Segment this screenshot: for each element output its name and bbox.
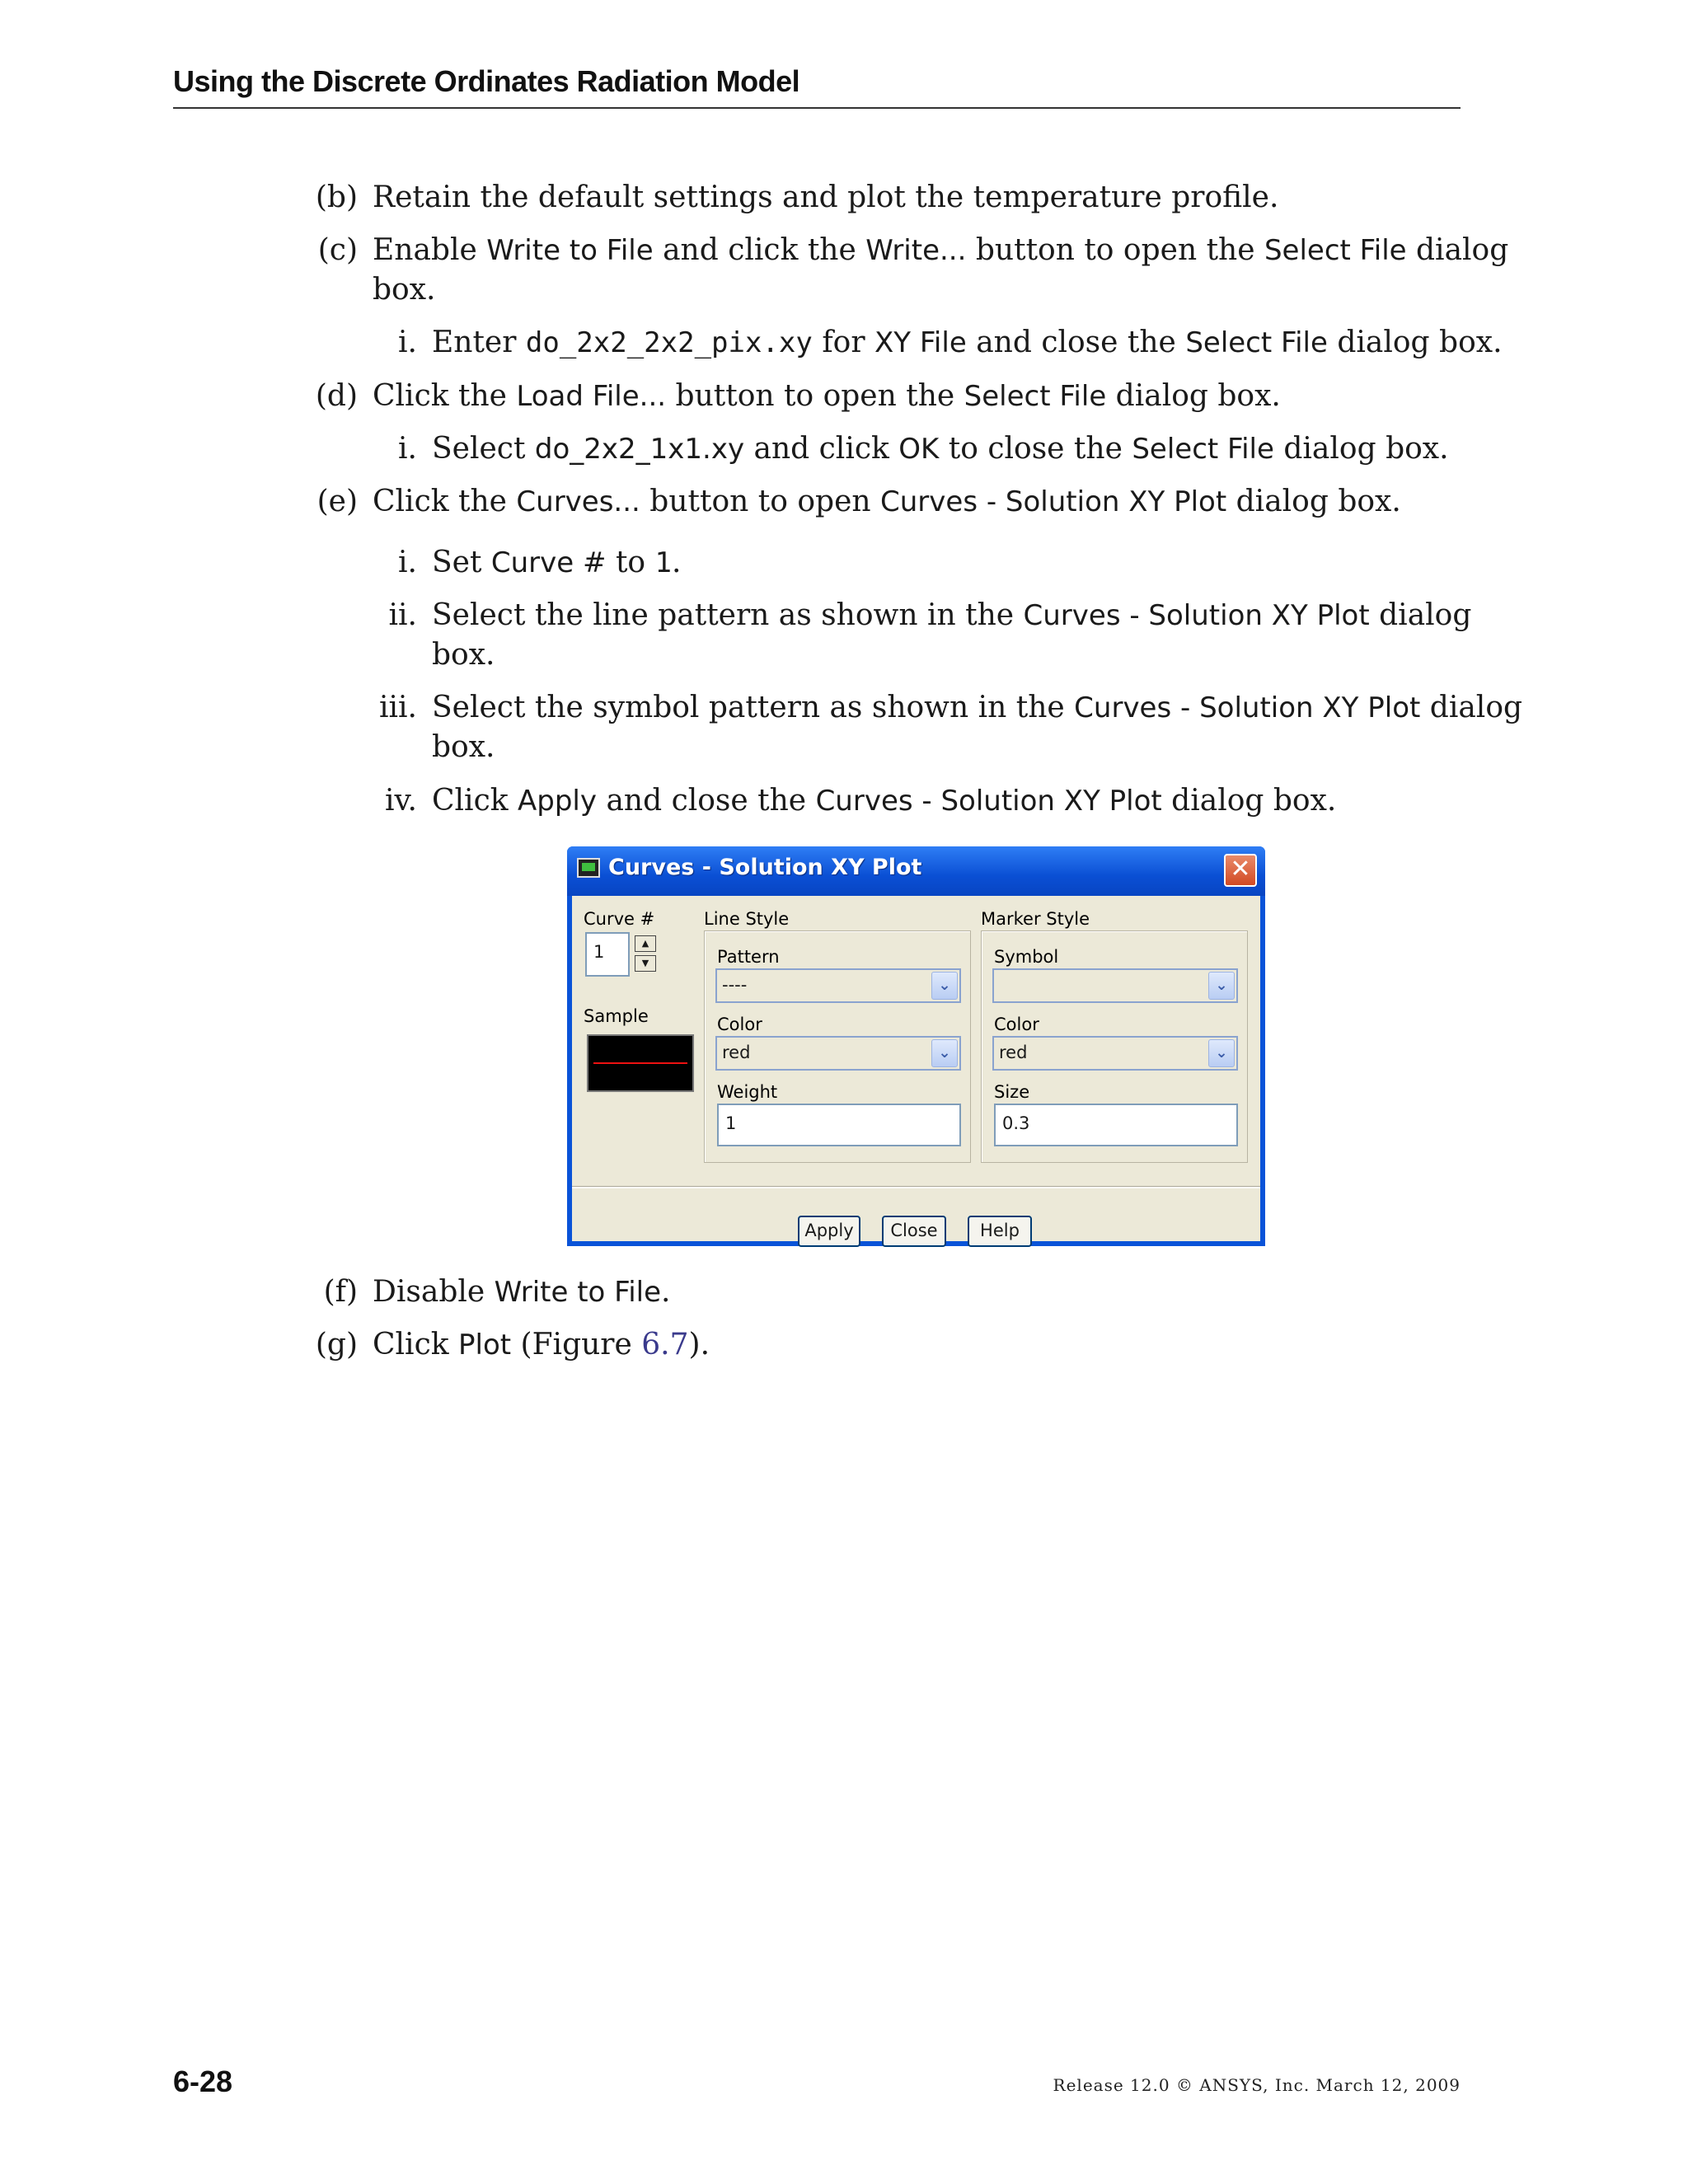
text: Select the symbol pattern as shown in the [432, 691, 1075, 724]
text: dialog box. [1226, 485, 1401, 518]
page-number: 6-28 [173, 2064, 233, 2098]
text: ). [688, 1328, 710, 1361]
step-label: (g) [315, 1328, 358, 1361]
chevron-down-icon[interactable]: ⌄ [1208, 972, 1235, 1000]
ui-ref: Curves - Solution XY Plot [1074, 691, 1421, 724]
step-text-cont: box. [432, 638, 495, 672]
spin-down-icon[interactable]: ▼ [635, 955, 656, 972]
help-button[interactable]: Help [968, 1216, 1032, 1247]
text: Click the [373, 485, 517, 518]
marker-color-value: red [999, 1043, 1028, 1062]
ui-ref: Curves - Solution XY Plot [815, 785, 1162, 818]
dialog-title: Curves - Solution XY Plot [608, 855, 922, 880]
curves-dialog [567, 846, 1265, 1246]
curve-number-field[interactable] [585, 932, 630, 977]
ui-ref: Write to File [486, 234, 654, 267]
symbol-label: Symbol [994, 947, 1059, 967]
text: Select the line pattern as shown in the [432, 598, 1024, 632]
text: to close the [939, 432, 1132, 466]
text: Enter [432, 326, 526, 359]
marker-style-label: Marker Style [981, 909, 1090, 929]
step-text-cont: box. [432, 730, 495, 764]
text: to [606, 546, 655, 579]
text: Click the [373, 379, 517, 413]
ui-ref: Curves - Solution XY Plot [1023, 599, 1370, 632]
ui-ref: Load File... [516, 380, 667, 413]
ui-ref: Select File [1132, 433, 1274, 466]
step-label: i. [398, 432, 417, 466]
text: button to open the [966, 233, 1264, 267]
step-label: (d) [315, 379, 358, 413]
close-icon[interactable]: ✕ [1224, 854, 1257, 887]
text: dialog box. [1327, 326, 1503, 359]
text: dialog [1406, 233, 1509, 267]
ui-ref: Curves - Solution XY Plot [880, 485, 1227, 518]
step-text [432, 688, 1523, 728]
step-text [373, 377, 1281, 416]
sample-label: Sample [584, 1006, 649, 1026]
step-label: (b) [315, 180, 358, 214]
sample-preview [587, 1034, 694, 1092]
text: and click the [653, 233, 866, 267]
spin-up-icon[interactable]: ▲ [635, 935, 656, 952]
ui-ref: Curves... [516, 485, 640, 518]
weight-field[interactable] [717, 1104, 961, 1146]
step-text [432, 323, 1503, 363]
size-label: Size [994, 1082, 1030, 1102]
marker-color-dropdown[interactable] [992, 1036, 1238, 1071]
text: for [812, 326, 874, 359]
filename: do_2x2_2x2_pix.xy [525, 326, 813, 359]
header-rule [173, 107, 1461, 109]
text: Enable [373, 233, 487, 267]
text: dialog [1369, 598, 1472, 632]
text: (Figure [511, 1328, 642, 1361]
text: dialog [1420, 691, 1523, 724]
text: button to open [640, 485, 881, 518]
curve-number-label: Curve # [584, 909, 655, 929]
size-value: 0.3 [1002, 1113, 1030, 1133]
text: and close the [966, 326, 1186, 359]
chevron-down-icon[interactable]: ⌄ [1208, 1039, 1235, 1067]
filename: do_2x2_1x1.xy [534, 433, 745, 466]
dialog-titlebar[interactable] [567, 846, 1265, 896]
text: Click [432, 784, 518, 818]
step-label: i. [398, 326, 417, 359]
step-text [432, 429, 1449, 469]
line-style-label: Line Style [704, 909, 790, 929]
step-text [373, 482, 1401, 522]
step-text-cont: box. [373, 273, 436, 307]
separator [572, 1186, 1260, 1188]
step-text [432, 781, 1336, 821]
line-color-value: red [722, 1043, 751, 1062]
chevron-down-icon[interactable]: ⌄ [931, 972, 958, 1000]
text: Click [373, 1328, 458, 1361]
text: dialog box. [1106, 379, 1281, 413]
release-note: Release 12.0 © ANSYS, Inc. March 12, 2009 [1053, 2075, 1461, 2095]
step-text [432, 596, 1472, 635]
text: Disable [373, 1275, 495, 1309]
text: and click [744, 432, 899, 466]
line-color-dropdown[interactable] [715, 1036, 961, 1071]
line-color-label: Color [717, 1015, 762, 1034]
weight-value: 1 [725, 1113, 737, 1133]
step-text [432, 543, 681, 583]
step-label: ii. [388, 598, 417, 632]
step-text [373, 1272, 670, 1312]
step-label: (e) [316, 485, 358, 518]
dialog-body [572, 896, 1260, 1241]
weight-label: Weight [717, 1082, 778, 1102]
value: 1 [654, 546, 673, 579]
curve-number-value: 1 [593, 942, 605, 962]
size-field[interactable] [994, 1104, 1238, 1146]
text: button to open the [666, 379, 964, 413]
text: Set [432, 546, 491, 579]
ui-ref: Select File [964, 380, 1107, 413]
step-label: iv. [384, 784, 417, 818]
step-text [373, 231, 1509, 270]
text: . [672, 546, 682, 579]
text: and close the [597, 784, 816, 818]
pattern-label: Pattern [717, 947, 780, 967]
chevron-down-icon[interactable]: ⌄ [931, 1039, 958, 1067]
marker-color-label: Color [994, 1015, 1039, 1034]
pattern-dropdown[interactable] [715, 968, 961, 1003]
close-button[interactable]: Close [882, 1216, 946, 1247]
text: dialog box. [1273, 432, 1449, 466]
step-label: i. [398, 546, 417, 579]
ui-ref: XY File [874, 326, 967, 359]
text: dialog box. [1161, 784, 1337, 818]
symbol-dropdown[interactable] [992, 968, 1238, 1003]
step-label: iii. [379, 691, 417, 724]
text: Select [432, 432, 535, 466]
ui-ref: OK [898, 433, 940, 466]
ui-ref: Select File [1264, 234, 1407, 267]
sample-line [593, 1062, 687, 1064]
figure-link[interactable]: 6.7 [641, 1328, 689, 1361]
step-label: (c) [317, 233, 358, 267]
step-label: (f) [323, 1275, 358, 1309]
ui-ref: Write to File [494, 1276, 662, 1309]
step-text [373, 1325, 710, 1365]
app-icon [577, 858, 600, 878]
apply-button[interactable]: Apply [798, 1216, 860, 1247]
running-header: Using the Discrete Ordinates Radiation Model [173, 64, 800, 98]
step-text: Retain the default settings and plot the temperature profile. [373, 180, 1279, 214]
text: . [661, 1275, 671, 1309]
ui-ref: Apply [518, 785, 597, 818]
ui-ref: Plot [458, 1329, 512, 1361]
ui-ref: Select File [1185, 326, 1328, 359]
ui-ref: Curve # [490, 546, 607, 579]
pattern-value: ---- [722, 975, 748, 995]
ui-ref: Write... [865, 234, 967, 267]
